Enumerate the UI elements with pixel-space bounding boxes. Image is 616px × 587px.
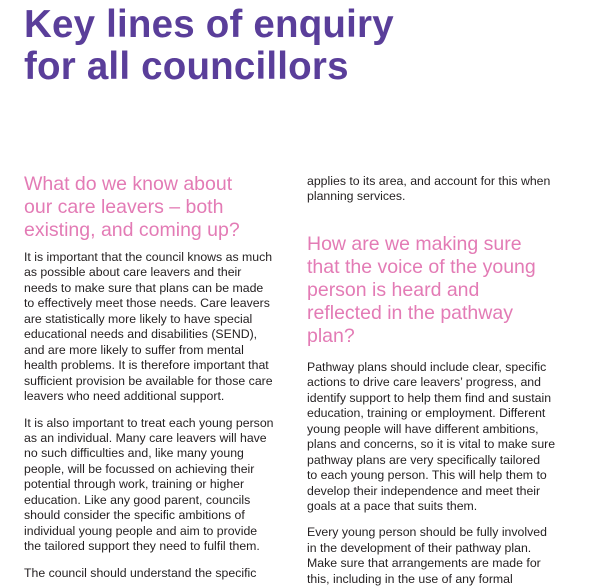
body-paragraph <box>24 250 294 405</box>
heading-line: reflected in the pathway <box>307 301 513 324</box>
text-line: Every young person should be fully involved <box>307 525 547 540</box>
page-title-line: for all councillors <box>24 45 349 88</box>
text-line: It is important that the council knows as much <box>24 250 273 264</box>
text-line: leavers who need additional support. <box>24 389 225 404</box>
text-line: are statistically more likely to have special <box>24 311 253 326</box>
text-line: plans and concerns, so it is vital to make sure <box>307 437 556 452</box>
text-line: pathway plans are very specifically tailored <box>307 452 541 467</box>
heading-line: our care leavers – both <box>24 196 224 218</box>
text-line: young people will have different ambitions, <box>307 421 539 436</box>
text-line: education, training or employment. Different <box>307 406 546 421</box>
text-line: sufficient provision be available for those care <box>24 373 273 388</box>
text-line: needs to make sure that plans can be made <box>24 280 264 295</box>
text-line: no such difficulties and, like many young <box>24 446 244 461</box>
text-line: actions to drive care leavers’ progress, and <box>307 375 541 390</box>
continuation-paragraph <box>307 174 597 205</box>
heading-line: person is heard and <box>307 278 480 301</box>
text-line: develop their independence and meet their <box>307 483 541 498</box>
heading-line: existing, and coming up? <box>24 219 240 241</box>
heading-line: How are we making sure <box>307 232 522 255</box>
body-paragraph <box>307 360 597 515</box>
body-paragraph <box>307 525 597 587</box>
text-line: Pathway plans should include clear, specific <box>307 359 547 374</box>
text-line: this, including in the use of any formal <box>307 571 513 586</box>
text-line: goals at a pace that suits them. <box>307 498 478 513</box>
text-line: educational needs and disabilities (SEND), <box>24 327 258 342</box>
text-line: as an individual. Many care leavers will have <box>24 430 267 445</box>
text-line: Make sure that arrangements are made for <box>307 556 541 571</box>
text-line: It is also important to treat each young person <box>24 415 274 430</box>
heading-line: that the voice of the young <box>307 255 536 278</box>
text-line: as possible about care leavers and their <box>24 265 242 280</box>
text-line: to each young person. This will help them to <box>307 468 547 483</box>
left-column <box>24 173 294 581</box>
text-line: The council should understand the specific <box>24 565 257 580</box>
text-line: identify support to help them find and sustain <box>307 390 552 405</box>
heading-line: What do we know about <box>24 173 233 195</box>
text-line: health problems. It is therefore important that <box>24 358 269 373</box>
text-line: should consider the specific ambitions of <box>24 508 245 523</box>
page-title <box>24 4 394 88</box>
text-line: applies to its area, and account for this when <box>307 174 551 188</box>
body-paragraph <box>24 566 294 581</box>
section-heading-voice-of-young-person <box>307 233 597 348</box>
text-line: individual young people and aim to provide <box>24 523 258 538</box>
section-heading-care-leavers <box>24 173 294 242</box>
text-line: education. Like any good parent, councils <box>24 492 251 507</box>
text-line: the tailored support they need to fulfil them. <box>24 539 260 554</box>
body-paragraph <box>24 416 294 555</box>
page-title-line: Key lines of enquiry <box>24 3 394 46</box>
text-line: people, will be focussed on achieving their <box>24 461 255 476</box>
text-line: planning services. <box>307 189 406 204</box>
text-line: to effectively meet those needs. Care leavers <box>24 296 270 311</box>
text-line: in the development of their pathway plan. <box>307 540 532 555</box>
heading-line: plan? <box>307 324 355 347</box>
text-line: potential through work, training or higher <box>24 477 245 492</box>
text-line: and are more likely to suffer from mental <box>24 342 244 357</box>
right-column <box>307 173 597 587</box>
